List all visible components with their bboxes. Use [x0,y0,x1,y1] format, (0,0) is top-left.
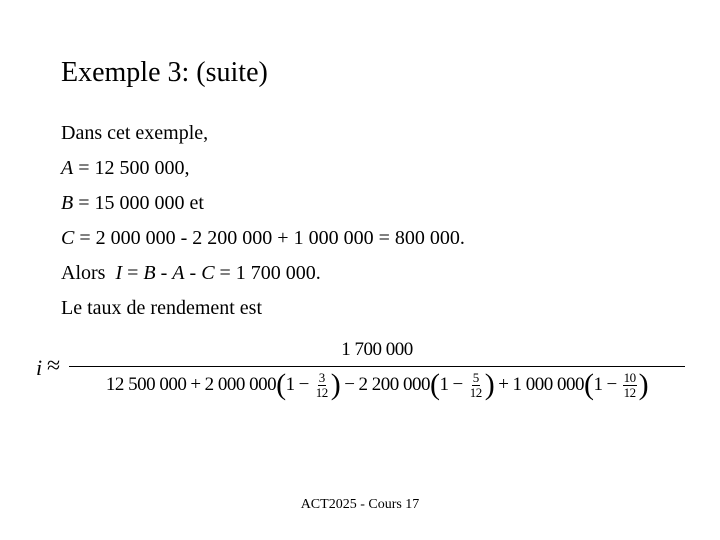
fraction-bar [69,366,685,367]
var-i: I [115,262,123,284]
denominator-term-1: 12 500 000 [105,374,187,395]
one-3: 1 [593,374,603,395]
interest-value: = 1 700 000. [214,262,321,284]
slide-body [61,119,465,329]
minus-operator-f3: − [606,374,617,395]
small-fraction-1 [315,371,329,400]
value-b: = 15 000 000 et [73,192,204,214]
plus-operator-3: + [498,374,509,395]
close-paren-1: ) [330,368,341,401]
open-paren-1: ( [276,368,286,401]
open-paren-3: ( [583,368,594,401]
close-paren-2: ) [484,368,495,401]
text-line-intro: Dans cet exemple, [61,122,209,144]
small-fraction-3-num: 10 [623,369,636,385]
var-c-ref: C [201,262,215,284]
var-a: A [61,157,74,179]
text-line-c [61,224,465,259]
minus-operator-f2: − [452,374,463,395]
minus-operator-2: − [344,374,355,395]
value-a: = 12 500 000, [73,157,190,179]
value-c: = 2 000 000 - 2 200 000 + 1 000 000 = 800 000. [74,227,465,249]
small-fraction-2-num: 5 [472,369,479,385]
slide-footer: ACT2025 - Cours 17 [300,497,420,512]
main-fraction [69,337,685,403]
denominator-term-2: 2 000 000 [204,374,277,395]
denominator-term-4: 1 000 000 [512,374,584,395]
fraction-numerator: 1 700 000 [341,339,413,360]
small-fraction-3 [623,371,637,400]
alors-word: Alors [61,262,116,284]
rate-formula [36,337,696,407]
small-fraction-2-den: 12 [469,384,482,400]
var-c: C [61,227,75,249]
equals-sign: = [122,262,144,284]
plus-operator-1: + [190,374,201,395]
one-1: 1 [285,374,295,395]
var-b: B [61,192,74,214]
text-line-rate-intro: Le taux de rendement est [61,297,263,319]
minus-operator-f1: − [298,374,309,395]
small-fraction-2 [469,371,483,400]
small-fraction-1-num: 3 [318,369,325,385]
small-fraction-1-den: 12 [315,384,328,400]
one-2: 1 [439,374,449,395]
approx-sign: ≈ [47,353,61,379]
minus-sign-2: - [184,262,202,284]
var-a-ref: A [172,262,185,284]
fraction-denominator [69,368,685,402]
text-line-b [61,189,465,224]
text-line-interest [61,259,465,294]
formula-lhs-i: i [36,355,43,380]
var-b-ref: B [143,262,156,284]
open-paren-2: ( [430,368,440,401]
text-line-a [61,154,465,189]
denominator-term-3: 2 200 000 [358,374,430,395]
small-fraction-3-den: 12 [623,384,636,400]
slide-title: Exemple 3: (suite) [61,57,268,88]
close-paren-3: ) [638,368,649,401]
minus-sign-1: - [155,262,173,284]
